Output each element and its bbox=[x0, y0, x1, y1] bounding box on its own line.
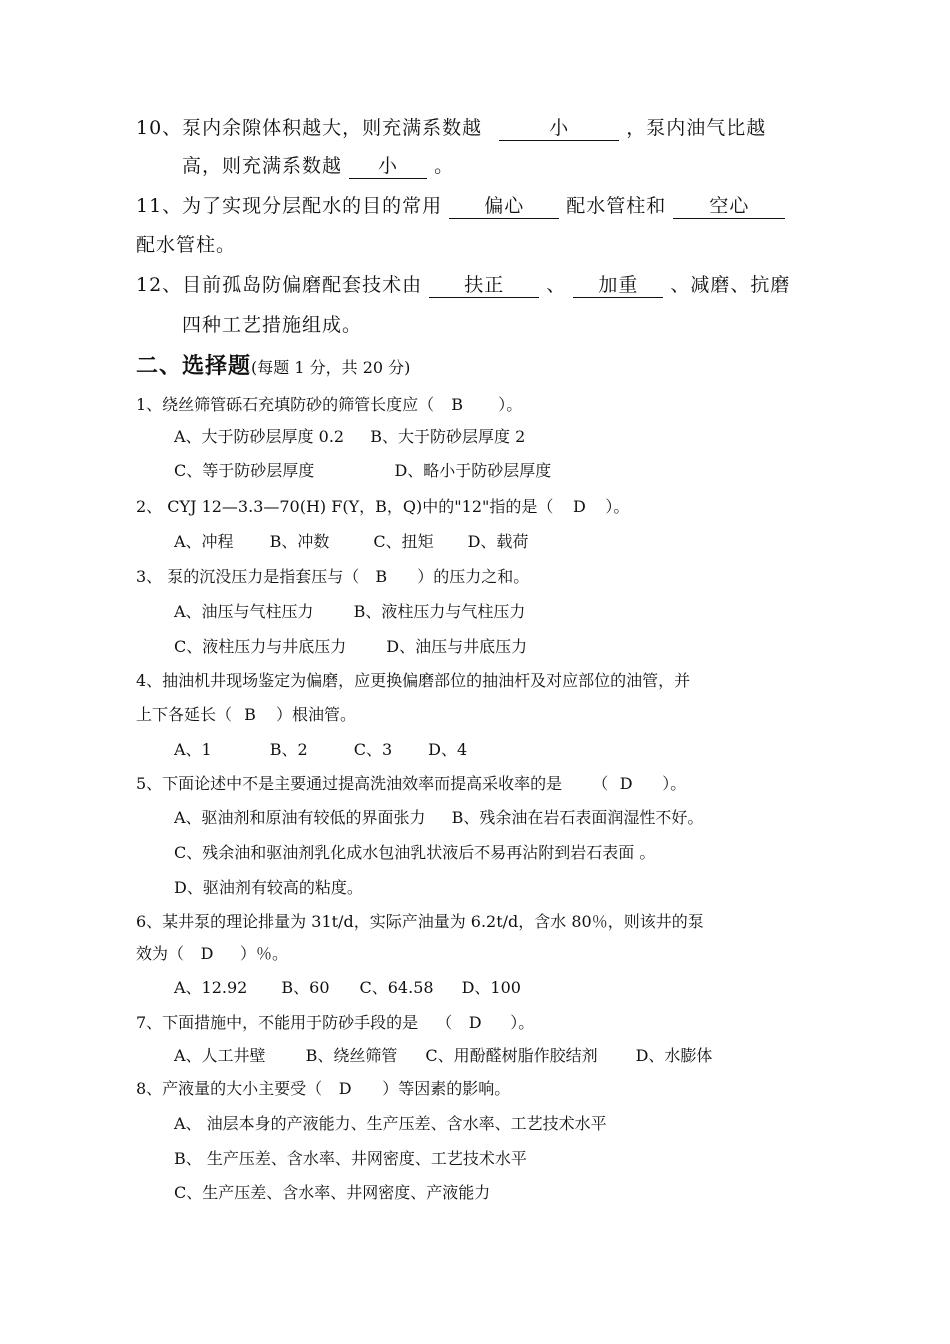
answer-blank: 小 bbox=[349, 157, 427, 179]
option: B、绕丝筛管 bbox=[305, 1046, 398, 1065]
fill-blank-11-line1 bbox=[136, 197, 785, 219]
question-text: 10、泵内余隙体积越大，则充满系数越 bbox=[136, 117, 483, 139]
option: A、冲程 bbox=[174, 532, 234, 551]
option: D、水膨体 bbox=[635, 1046, 713, 1065]
question-text: 配水管柱。 bbox=[136, 234, 237, 256]
option: D、驱油剂有较高的粘度。 bbox=[174, 878, 363, 897]
answer-blank: 扶正 bbox=[429, 276, 539, 298]
option: C、扭矩 bbox=[373, 532, 434, 551]
question-text: （ bbox=[592, 774, 609, 793]
question-text: 四种工艺措施组成。 bbox=[182, 314, 363, 336]
answer-choice: B bbox=[244, 705, 256, 724]
option: D、载荷 bbox=[467, 532, 529, 551]
option: B、冲数 bbox=[269, 532, 330, 551]
option-row bbox=[174, 1116, 607, 1132]
answer-choice: D bbox=[619, 774, 633, 793]
answer-choice: B bbox=[375, 567, 388, 586]
question-text: 5、下面论述中不是主要通过提高洗油效率而提高采收率的是 bbox=[136, 774, 563, 793]
question-text: ）％。 bbox=[240, 944, 289, 963]
option: D、100 bbox=[461, 978, 521, 997]
question-text: 4、抽油机井现场鉴定为偏磨，应更换偏磨部位的抽油杆及对应部位的油管，并 bbox=[136, 671, 691, 690]
question-text: 1、绕丝筛管砾石充填防砂的筛管长度应（ bbox=[136, 395, 435, 414]
option-row bbox=[174, 463, 551, 479]
question-text: ）。 bbox=[510, 1013, 535, 1032]
option-row bbox=[174, 845, 655, 861]
answer-blank: 加重 bbox=[573, 276, 663, 298]
question-text: 7、下面措施中，不能用于防砂手段的是 bbox=[136, 1013, 419, 1032]
option-row bbox=[174, 534, 528, 550]
question-7 bbox=[136, 1015, 534, 1031]
question-text: 11、为了实现分层配水的目的常用 bbox=[136, 195, 443, 217]
option: C、等于防砂层厚度 bbox=[174, 461, 315, 480]
question-text: 6、某井泵的理论排量为 31t/d，实际产油量为 6.2t/d，含水 80％，则该井的泵 bbox=[136, 912, 704, 931]
question-text: ）根油管。 bbox=[276, 705, 357, 724]
answer-blank: 偏心 bbox=[449, 197, 559, 219]
section-heading bbox=[136, 355, 410, 377]
option-row bbox=[174, 639, 527, 655]
section-title: 二、选择题 bbox=[136, 353, 252, 379]
option: C、液柱压力与井底压力 bbox=[174, 637, 347, 656]
option-row bbox=[174, 980, 521, 996]
option: D、油压与井底压力 bbox=[386, 637, 528, 656]
option: C、生产压差、含水率、井网密度、产液能力 bbox=[174, 1183, 491, 1202]
question-text: 上下各延长（ bbox=[136, 705, 233, 724]
answer-choice: D bbox=[338, 1079, 352, 1098]
option: C、用酚醛树脂作胶结剂 bbox=[425, 1046, 598, 1065]
option: A、大于防砂层厚度 0.2 bbox=[174, 427, 345, 446]
option-row bbox=[174, 810, 703, 826]
option: B、残余油在岩石表面润湿性不好。 bbox=[451, 808, 704, 827]
answer-blank: 小 bbox=[499, 119, 619, 141]
option: C、3 bbox=[353, 740, 393, 759]
question-text: 、减磨、抗磨 bbox=[670, 274, 791, 296]
option-row bbox=[174, 742, 467, 758]
option: B、液柱压力与气柱压力 bbox=[353, 602, 526, 621]
answer-choice: B bbox=[451, 395, 464, 414]
question-text: ，泵内油气比越 bbox=[626, 117, 767, 139]
question-text: 8、产液量的大小主要受（ bbox=[136, 1079, 323, 1098]
question-text: 3、 泵的沉没压力是指套压与（ bbox=[136, 567, 360, 586]
question-text: 效为（ bbox=[136, 944, 185, 963]
option-row bbox=[174, 429, 525, 445]
question-text: ）。 bbox=[605, 497, 630, 516]
option: A、1 bbox=[174, 740, 212, 759]
answer-blank: 空心 bbox=[673, 197, 785, 219]
option: B、60 bbox=[281, 978, 330, 997]
option: A、12.92 bbox=[174, 978, 248, 997]
question-text: ）的压力之和。 bbox=[417, 567, 530, 586]
fill-blank-10-line1 bbox=[136, 119, 766, 141]
option: A、 油层本身的产液能力、生产压差、含水率、工艺技术水平 bbox=[174, 1114, 607, 1133]
option: D、略小于防砂层厚度 bbox=[394, 461, 552, 480]
fill-blank-12-line1 bbox=[136, 276, 790, 298]
option: A、油压与气柱压力 bbox=[174, 602, 314, 621]
question-text: ）。 bbox=[662, 774, 687, 793]
fill-blank-12-line2 bbox=[182, 316, 362, 335]
answer-choice: D bbox=[572, 497, 586, 516]
option: B、大于防砂层厚度 2 bbox=[370, 427, 526, 446]
question-3 bbox=[136, 569, 529, 585]
question-2 bbox=[136, 499, 629, 515]
question-4-line1 bbox=[136, 673, 690, 689]
section-note: (每题 1 分，共 20 分) bbox=[251, 358, 411, 377]
question-text: （ bbox=[436, 1013, 453, 1032]
answer-choice: D bbox=[468, 1013, 482, 1032]
option: A、驱油剂和原油有较低的界面张力 bbox=[174, 808, 426, 827]
separator-text: 、 bbox=[546, 274, 567, 296]
option-row bbox=[174, 1185, 490, 1201]
fill-blank-11-line2 bbox=[136, 236, 236, 255]
option-row bbox=[174, 1048, 712, 1064]
option: C、64.58 bbox=[359, 978, 434, 997]
question-6-line1 bbox=[136, 914, 704, 930]
question-6-line2 bbox=[136, 946, 288, 962]
option: D、4 bbox=[428, 740, 468, 759]
answer-choice: D bbox=[200, 944, 214, 963]
option-row bbox=[174, 1151, 527, 1167]
option: B、2 bbox=[269, 740, 308, 759]
option-row bbox=[174, 604, 525, 620]
question-text: ）等因素的影响。 bbox=[382, 1079, 511, 1098]
option: B、 生产压差、含水率、井网密度、工艺技术水平 bbox=[174, 1149, 527, 1168]
question-text: 高，则充满系数越 bbox=[182, 155, 343, 177]
question-text: 。 bbox=[434, 155, 455, 177]
question-text: 配水管柱和 bbox=[566, 195, 667, 217]
option: A、人工井壁 bbox=[174, 1046, 266, 1065]
question-1 bbox=[136, 397, 522, 413]
question-8 bbox=[136, 1081, 510, 1097]
option-row bbox=[174, 880, 363, 896]
question-text: 12、目前孤岛防偏磨配套技术由 bbox=[136, 274, 423, 296]
option: C、残余油和驱油剂乳化成水包油乳状液后不易再沾附到岩石表面 。 bbox=[174, 843, 656, 862]
question-4-line2 bbox=[136, 707, 356, 723]
fill-blank-10-line2 bbox=[182, 157, 454, 179]
question-text: ）。 bbox=[498, 395, 523, 414]
question-text: 2、 CYJ 12—3.3—70(H) F(Y，B，Q)中的"12"指的是（ bbox=[136, 497, 554, 516]
question-5 bbox=[136, 776, 686, 792]
